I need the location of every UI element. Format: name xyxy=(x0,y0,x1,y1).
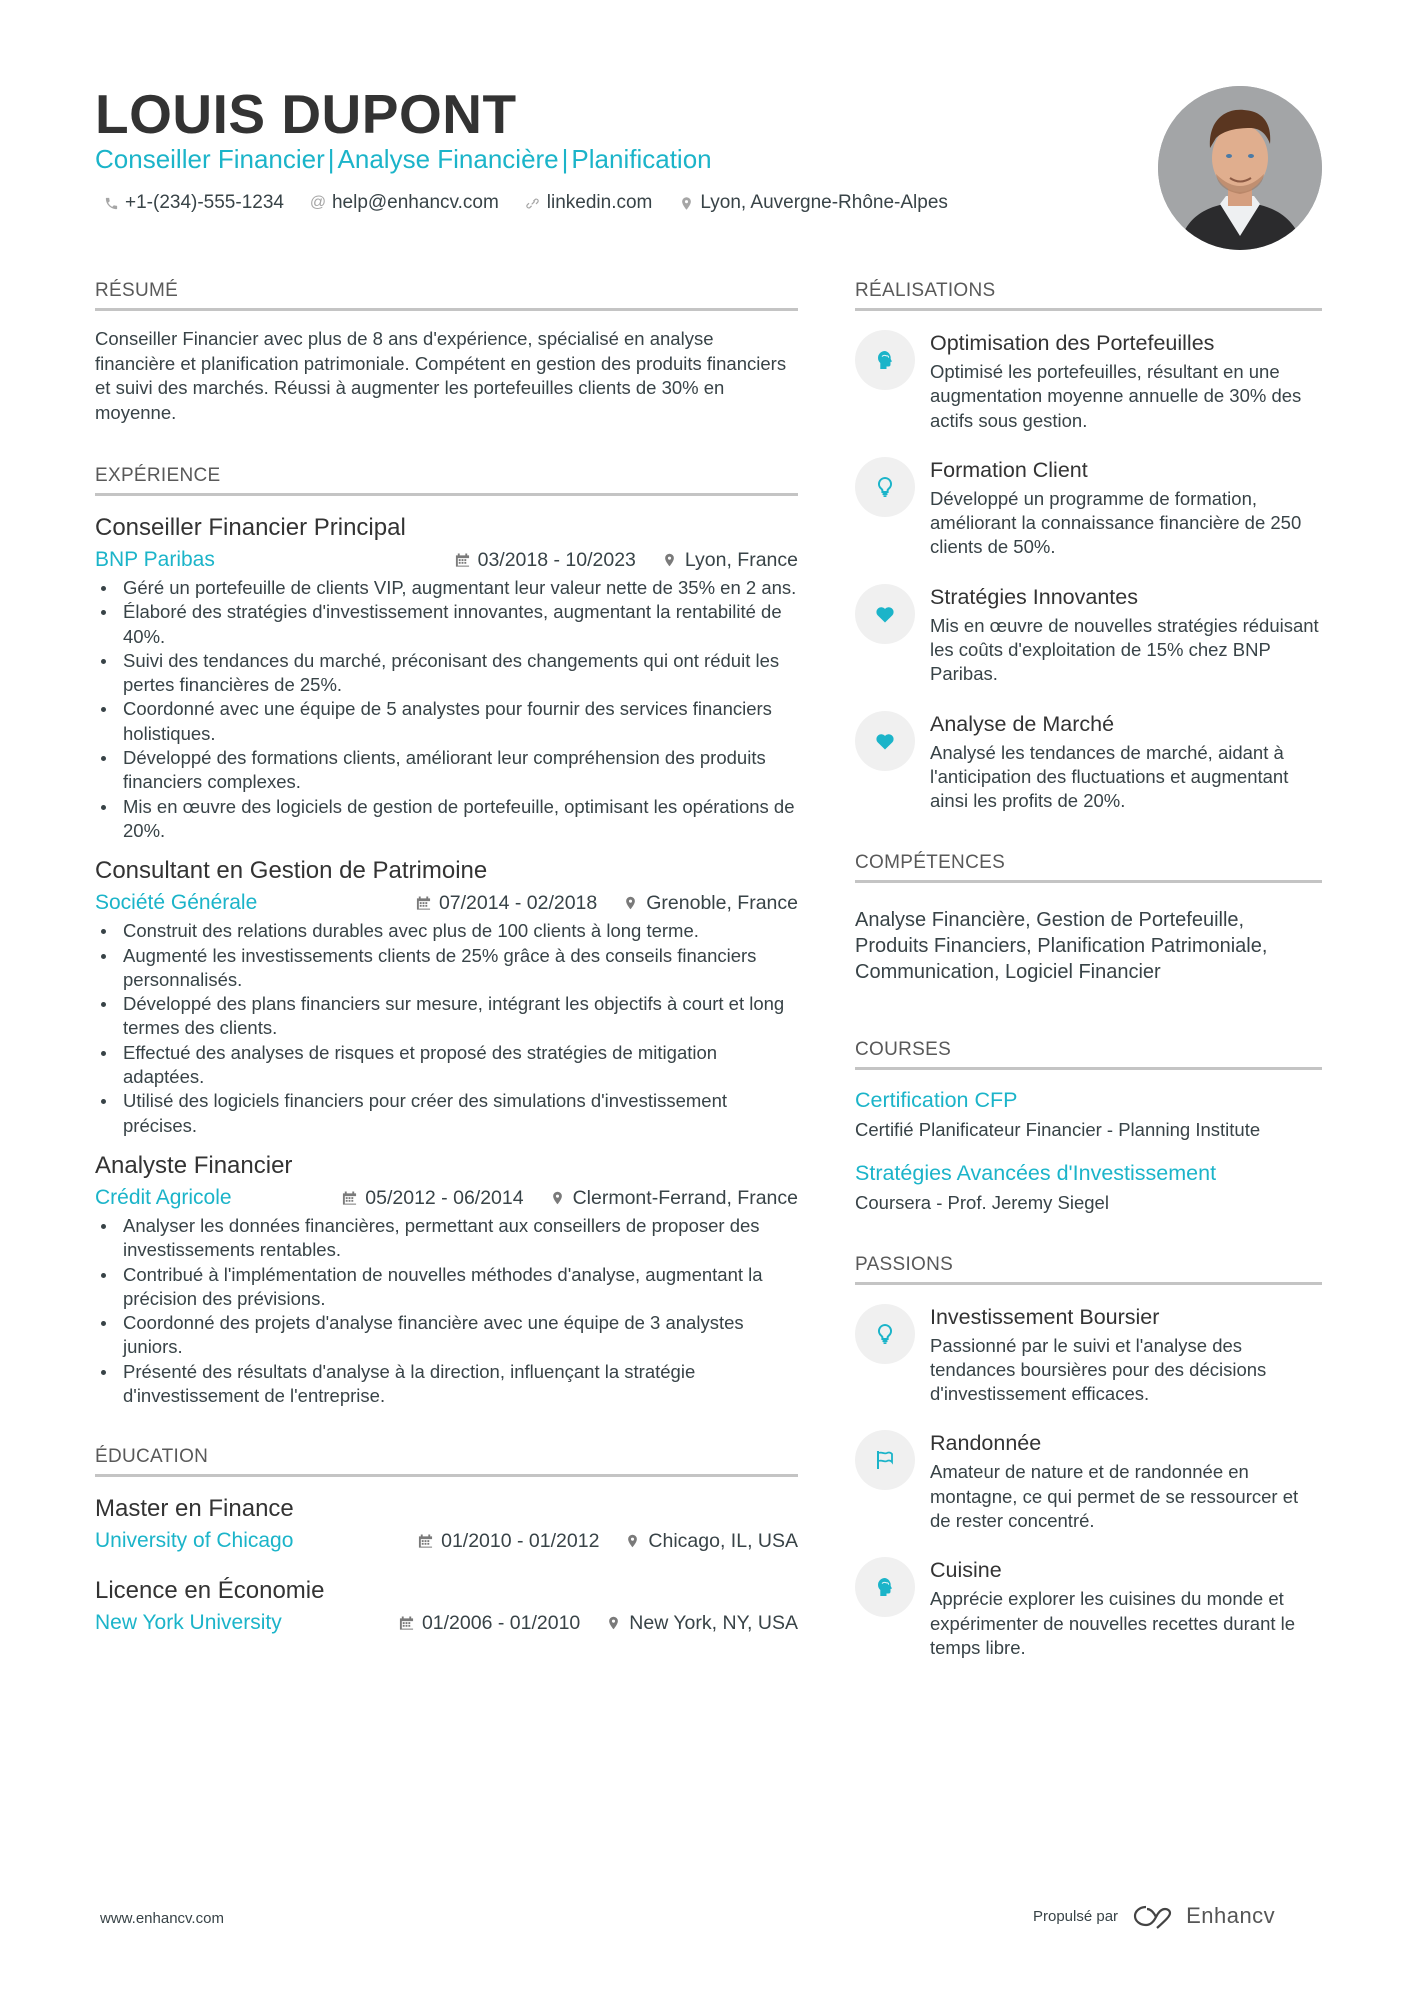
job-title: Consultant en Gestion de Patrimoine xyxy=(95,857,488,885)
course-title[interactable]: Stratégies Avancées d'Investissement xyxy=(855,1160,1217,1185)
skills-text: Analyse Financière, Gestion de Portefeuille, Produits Financiers, Planification Patrimoniale, Communication, Logiciel Financier xyxy=(855,908,1268,983)
section-title: PASSIONS xyxy=(855,1252,1322,1285)
job-bullets xyxy=(95,1214,798,1408)
at-icon: @ xyxy=(309,194,327,211)
job-title: Conseiller Financier Principal xyxy=(95,514,406,541)
heart-icon xyxy=(855,711,915,771)
bullet-item: Effectué des analyses de risques et proposé des stratégies de mitigation adaptées. xyxy=(95,1041,798,1090)
contact-linkedin-text: linkedin.com xyxy=(546,192,653,213)
profile-photo xyxy=(1158,86,1322,250)
job-meta-right xyxy=(342,1184,798,1212)
calendar-icon xyxy=(416,895,431,911)
phone-icon xyxy=(103,196,119,211)
bullet-item: Mis en œuvre des logiciels de gestion de portefeuille, optimisant les opérations de 20%. xyxy=(95,795,798,844)
education-dates-text: 01/2010 - 01/2012 xyxy=(441,1530,600,1553)
bullet-item: Présenté des résultats d'analyse à la direction, influençant la stratégie d'investissement de l'entreprise. xyxy=(95,1360,798,1409)
job-dates-text: 05/2012 - 06/2014 xyxy=(365,1186,524,1209)
job-meta-right xyxy=(455,546,798,574)
brand-logo[interactable] xyxy=(1132,1903,1275,1929)
job-dates xyxy=(416,889,597,917)
contact-phone[interactable] xyxy=(103,190,284,216)
link-icon xyxy=(525,196,541,211)
achievement-desc: Mis en œuvre de nouvelles stratégies réduisant les coûts d'exploitation de 15% chez BNP Paribas. xyxy=(930,614,1319,685)
headline-part: Conseiller Financier xyxy=(95,144,325,174)
candidate-name: LOUIS DUPONT xyxy=(95,83,517,145)
experience-entry xyxy=(95,855,798,1138)
contact-phone-text: +1-(234)-555-1234 xyxy=(125,192,284,213)
job-bullets xyxy=(95,919,798,1138)
achievement-desc: Analysé les tendances de marché, aidant à l'anticipation des fluctuations et augmentant ainsi les profits de 20%. xyxy=(930,741,1289,812)
headline xyxy=(95,142,712,176)
education-meta-right xyxy=(399,1609,798,1637)
job-location xyxy=(623,889,798,917)
achievement-item xyxy=(855,328,1322,433)
bullet-item: Contribué à l'implémentation de nouvelles méthodes d'analyse, augmentant la précision des prévisions. xyxy=(95,1263,798,1312)
bullet-item: Développé des plans financiers sur mesure, intégrant les objectifs à court et long termes des clients. xyxy=(95,992,798,1041)
brain-head-icon xyxy=(855,330,915,390)
course-item xyxy=(855,1159,1322,1216)
headline-part: Planification xyxy=(571,144,712,174)
job-dates-text: 03/2018 - 10/2023 xyxy=(477,549,636,571)
heart-icon xyxy=(855,584,915,644)
course-title[interactable]: Certification CFP xyxy=(855,1087,1018,1112)
degree-title: Master en Finance xyxy=(95,1495,294,1523)
footer-website-link[interactable]: www.enhancv.com xyxy=(100,1910,224,1927)
contact-linkedin[interactable] xyxy=(525,190,653,216)
job-location-text: Lyon, France xyxy=(684,549,798,571)
passion-item xyxy=(855,1428,1322,1533)
passion-desc: Passionné par le suivi et l'analyse des tendances boursières pour des décisions d'investissement efficaces. xyxy=(930,1334,1267,1405)
achievement-title: Stratégies Innovantes xyxy=(930,584,1138,609)
education-location xyxy=(606,1609,798,1637)
summary-section xyxy=(95,278,798,425)
achievement-item xyxy=(855,582,1322,687)
achievement-body xyxy=(930,582,1322,687)
job-meta xyxy=(95,889,798,917)
education-location xyxy=(625,1527,798,1555)
job-location xyxy=(662,546,798,574)
job-meta-right xyxy=(416,889,798,917)
section-title: EXPÉRIENCE xyxy=(95,463,798,496)
job-location-text: Grenoble, France xyxy=(646,892,798,915)
bullet-item: Développé des formations clients, améliorant leur compréhension des produits financiers complexes. xyxy=(95,746,798,795)
passion-body xyxy=(930,1302,1322,1407)
education-entry xyxy=(95,1575,798,1637)
job-title: Analyste Financier xyxy=(95,1151,293,1179)
achievements-section xyxy=(855,278,1322,814)
education-meta xyxy=(95,1609,798,1637)
calendar-icon xyxy=(399,1615,414,1631)
achievement-desc: Optimisé les portefeuilles, résultant en une augmentation moyenne annuelle de 30% des actifs sous gestion. xyxy=(930,361,1302,431)
calendar-icon xyxy=(455,552,470,568)
calendar-icon xyxy=(418,1533,433,1549)
job-dates-text: 07/2014 - 02/2018 xyxy=(438,892,598,915)
achievement-item xyxy=(855,709,1322,814)
passion-body xyxy=(930,1555,1322,1660)
headline-separator: | xyxy=(327,144,335,174)
passion-desc: Apprécie explorer les cuisines du monde et expérimenter de nouvelles recettes durant le temps libre. xyxy=(930,1588,1296,1658)
education-dates xyxy=(418,1527,599,1555)
location-pin-icon xyxy=(550,1190,565,1206)
achievement-desc: Développé un programme de formation, améliorant la connaissance financière de 250 clients de 50%. xyxy=(930,487,1302,558)
education-entry xyxy=(95,1493,798,1555)
school-name[interactable]: University of Chicago xyxy=(95,1529,294,1553)
brain-head-icon xyxy=(855,1557,915,1617)
achievement-body xyxy=(930,709,1322,814)
location-pin-icon xyxy=(606,1615,621,1631)
education-section xyxy=(95,1444,798,1637)
achievement-body xyxy=(930,328,1322,433)
passion-title: Randonnée xyxy=(930,1431,1042,1456)
bullet-item: Construit des relations durables avec plus de 100 clients à long terme. xyxy=(95,919,798,943)
achievement-title: Optimisation des Portefeuilles xyxy=(930,331,1215,355)
bullet-item: Analyser les données financières, permettant aux conseillers de proposer des investissements rentables. xyxy=(95,1214,798,1263)
passion-title: Cuisine xyxy=(930,1558,1002,1583)
course-desc: Certifié Planificateur Financier - Planning Institute xyxy=(855,1118,1261,1140)
powered-by-label: Propulsé par xyxy=(1033,1907,1119,1925)
course-desc: Coursera - Prof. Jeremy Siegel xyxy=(855,1191,1109,1213)
bullet-item: Suivi des tendances du marché, préconisant des changements qui ont réduit les pertes financières de 25%. xyxy=(95,649,798,698)
education-location-text: New York, NY, USA xyxy=(629,1612,798,1635)
job-meta xyxy=(95,1184,798,1212)
school-name[interactable]: New York University xyxy=(95,1611,282,1635)
job-bullets xyxy=(95,576,798,843)
lightbulb-icon xyxy=(855,1304,915,1364)
contact-email[interactable] xyxy=(310,190,499,216)
education-location-text: Chicago, IL, USA xyxy=(648,1530,798,1553)
bullet-item: Augmenté les investissements clients de 25% grâce à des conseils financiers personnalisés. xyxy=(95,944,798,993)
experience-entry xyxy=(95,512,798,843)
brand-name: Enhancv xyxy=(1186,1903,1276,1928)
passion-item xyxy=(855,1555,1322,1660)
avatar-illustration xyxy=(1158,86,1322,250)
enhancv-logo-icon xyxy=(1132,1903,1178,1929)
left-column xyxy=(95,278,798,1637)
footer-branding xyxy=(1033,1903,1275,1929)
degree-title: Licence en Économie xyxy=(95,1577,325,1605)
experience-entry xyxy=(95,1150,798,1408)
bullet-item: Utilisé des logiciels financiers pour créer des simulations d'investissement précises. xyxy=(95,1089,798,1138)
company-name[interactable]: Société Générale xyxy=(95,891,258,915)
company-name[interactable]: Crédit Agricole xyxy=(95,1185,232,1209)
bullet-item: Élaboré des stratégies d'investissement innovantes, augmentant la rentabilité de 40%. xyxy=(95,600,798,649)
contact-location xyxy=(678,190,948,216)
section-title: ÉDUCATION xyxy=(95,1444,798,1477)
education-dates-text: 01/2006 - 01/2010 xyxy=(421,1612,581,1635)
calendar-icon xyxy=(342,1190,357,1206)
job-location xyxy=(550,1184,798,1212)
passions-section xyxy=(855,1252,1322,1661)
company-name[interactable]: BNP Paribas xyxy=(95,548,215,571)
section-title: COMPÉTENCES xyxy=(855,850,1322,883)
right-column xyxy=(855,278,1322,1660)
achievement-body xyxy=(930,455,1322,560)
achievement-title: Analyse de Marché xyxy=(930,711,1115,736)
location-pin-icon xyxy=(678,196,694,211)
contact-bar xyxy=(103,190,948,216)
section-title: COURSES xyxy=(855,1037,1322,1070)
passion-title: Investissement Boursier xyxy=(930,1304,1160,1329)
education-meta xyxy=(95,1527,798,1555)
location-pin-icon xyxy=(662,552,677,568)
contact-email-text: help@enhancv.com xyxy=(331,192,499,213)
achievement-title: Formation Client xyxy=(930,457,1088,482)
job-location-text: Clermont-Ferrand, France xyxy=(572,1186,798,1209)
courses-section xyxy=(855,1037,1322,1216)
summary-text: Conseiller Financier avec plus de 8 ans d'expérience, spécialisé en analyse financière et planification patrimoniale. Compétent en gestion des produits financiers et suivi des marchés. Réussi à augmenter les portefeuilles clients de 30% en moyenne. xyxy=(95,328,787,423)
location-pin-icon xyxy=(623,895,638,911)
bullet-item: Coordonné avec une équipe de 5 analystes pour fournir des services financiers holistiques. xyxy=(95,697,798,746)
flag-icon xyxy=(855,1430,915,1490)
education-meta-right xyxy=(418,1527,798,1555)
achievement-item xyxy=(855,455,1322,560)
job-dates xyxy=(342,1184,523,1212)
skills-section xyxy=(855,850,1322,985)
section-title: RÉALISATIONS xyxy=(855,278,1322,311)
passion-desc: Amateur de nature et de randonnée en montagne, ce qui permet de se ressourcer et de rester concentré. xyxy=(930,1461,1299,1532)
course-item xyxy=(855,1086,1322,1143)
job-dates xyxy=(455,546,636,574)
location-pin-icon xyxy=(625,1533,640,1549)
passion-item xyxy=(855,1302,1322,1407)
bullet-item: Coordonné des projets d'analyse financière avec une équipe de 3 analystes juniors. xyxy=(95,1311,798,1360)
experience-section xyxy=(95,463,798,1408)
job-meta xyxy=(95,546,798,574)
education-dates xyxy=(399,1609,580,1637)
passion-body xyxy=(930,1428,1322,1533)
bullet-item: Géré un portefeuille de clients VIP, augmentant leur valeur nette de 35% en 2 ans. xyxy=(95,576,798,600)
headline-separator: | xyxy=(561,144,569,174)
headline-part: Analyse Financière xyxy=(337,144,559,174)
lightbulb-icon xyxy=(855,457,915,517)
section-title: RÉSUMÉ xyxy=(95,278,798,311)
contact-location-text: Lyon, Auvergne-Rhône-Alpes xyxy=(700,192,948,213)
